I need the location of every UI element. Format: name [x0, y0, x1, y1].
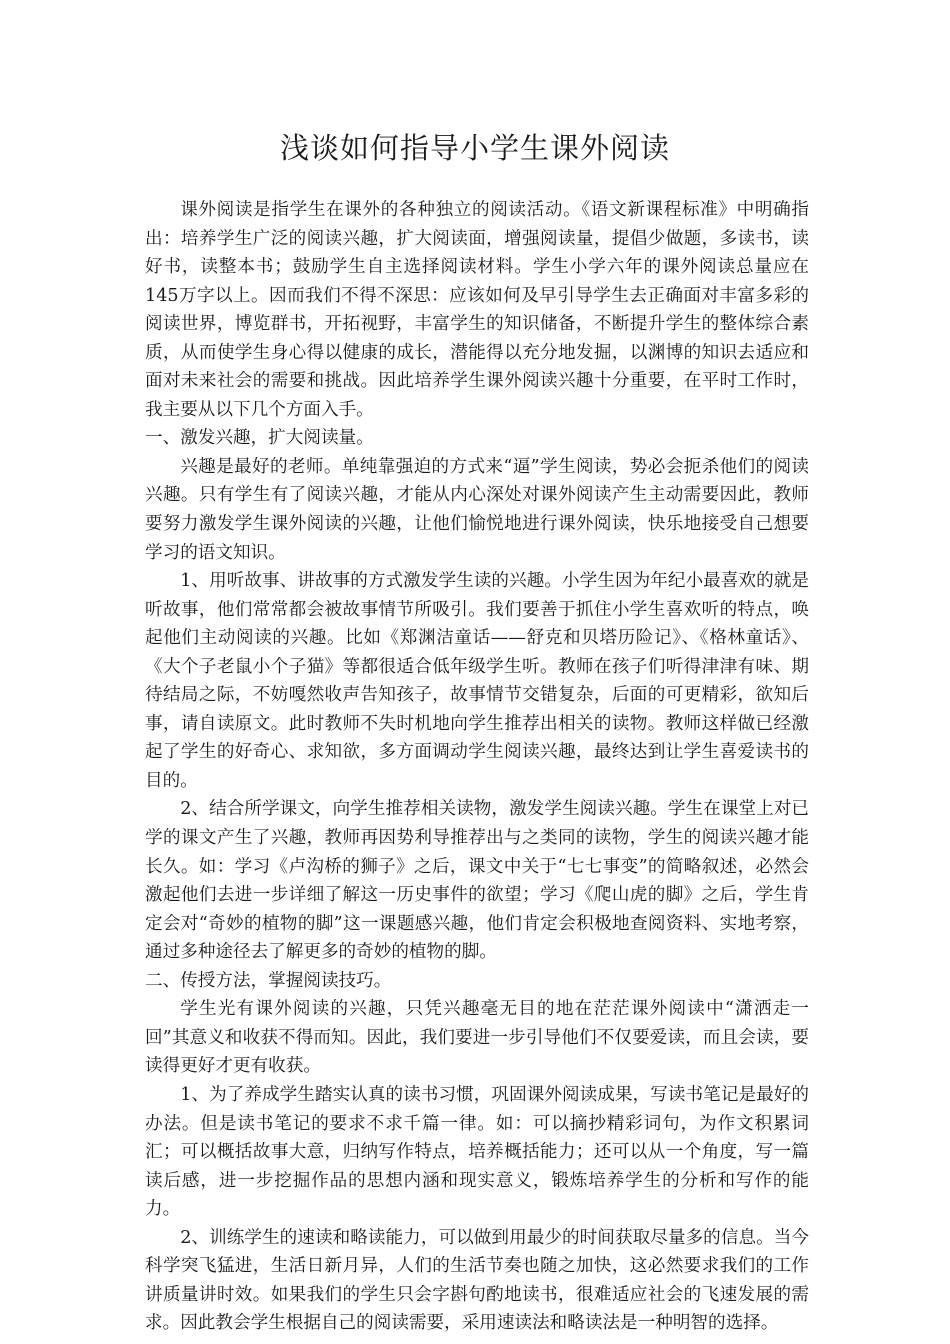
- section-heading-1: 一、激发兴趣，扩大阅读量。: [145, 428, 374, 449]
- paragraph-related-reading: 2、结合所学课文，向学生推荐相关读物，激发学生阅读兴趣。学生在课堂上对已学的课文产生了兴趣，教师再因势利导推荐出与之类同的读物，学生的阅读兴趣才能长久。如：学习《卢沟桥的狮子》之后，课文中关于“七七事变”的简略叙述，必然会激起他们去进一步详细了解这一历史事件的欲望；学习《爬山虎的脚》之后，学生肯定会对“奇妙的植物的脚”这一课题感兴趣，他们肯定会积极地查阅资料、实地考察，通过多种途径去了解更多的奇妙的植物的脚。: [145, 799, 809, 963]
- paragraph-interest: 兴趣是最好的老师。单纯靠强迫的方式来“逼”学生阅读，势必会扼杀他们的阅读兴趣。只有学生有了阅读兴趣，才能从内心深处对课外阅读产生主动需要因此，教师要努力激发学生课外阅读的兴趣，让他们愉悦地进行课外阅读，快乐地接受自己想要学习的语文知识。: [145, 456, 809, 563]
- paragraph-methods: 学生光有课外阅读的兴趣，只凭兴趣毫无目的地在茫茫课外阅读中“潇洒走一回”其意义和收获不得而知。因此，我们要进一步引导他们不仅要爱读，而且会读，要读得更好才更有收获。: [145, 999, 809, 1077]
- paragraph-stories: 1、用听故事、讲故事的方式激发学生读的兴趣。小学生因为年纪小最喜欢的就是听故事，他们常常都会被故事情节所吸引。我们要善于抓住小学生喜欢听的特点，唤起他们主动阅读的兴趣。比如《郑渊洁童话——舒克和贝塔历险记》、《格林童话》、《大个子老鼠小个子猫》等都很适合低年级学生听。教师在孩子们听得津津有味、期待结局之际，不妨嘎然收声告知孩子，故事情节交错复杂，后面的可更精彩，欲知后事，请自读原文。此时教师不失时机地向学生推荐出相关的读物。教师这样做已经激起了学生的好奇心、求知欲，多方面调动学生阅读兴趣，最终达到让学生喜爱读书的目的。: [145, 571, 809, 791]
- paragraph-intro: 课外阅读是指学生在课外的各种独立的阅读活动。《语文新课程标准》中明确指出：培养学生广泛的阅读兴趣，扩大阅读面，增强阅读量，提倡少做题，多读书，读好书，读整本书；鼓励学生自主选择阅读材料。学生小学六年的课外阅读总量应在145万字以上。因而我们不得不深思：应该如何及早引导学生去正确面对丰富多彩的阅读世界，博览群书，开拓视野，丰富学生的知识储备，不断提升学生的整体综合素质，从而使学生身心得以健康的成长，潜能得以充分地发掘，以渊博的知识去适应和面对未来社会的需要和挑战。因此培养学生课外阅读兴趣十分重要，在平时工作时，我主要从以下几个方面入手。: [145, 200, 809, 420]
- section-heading-2: 二、传授方法，掌握阅读技巧。: [145, 970, 392, 991]
- document-title: 浅谈如何指导小学生课外阅读: [279, 131, 670, 165]
- document-body: [145, 196, 809, 1338]
- paragraph-speed-reading: 2、训练学生的速读和略读能力，可以做到用最少的时间获取尽量多的信息。当今科学突飞猛进，生活日新月异，人们的生活节奏也随之加快，这必然要求我们的工作讲质量讲时效。如果我们的学生只会字斟句酌地读书，很难适应社会的飞速发展的需求。因此教会学生根据自己的阅读需要，采用速读法和略读法是一种明智的选择。: [145, 1227, 809, 1334]
- paragraph-reading-notes: 1、为了养成学生踏实认真的读书习惯，巩固课外阅读成果，写读书笔记是最好的办法。但是读书笔记的要求不求千篇一律。如：可以摘抄精彩词句，为作文积累词汇；可以概括故事大意，归纳写作特点，培养概括能力；还可以从一个角度，写一篇读后感，进一步挖掘作品的思想内涵和现实意义，锻炼培养学生的分析和写作的能力。: [145, 1084, 809, 1220]
